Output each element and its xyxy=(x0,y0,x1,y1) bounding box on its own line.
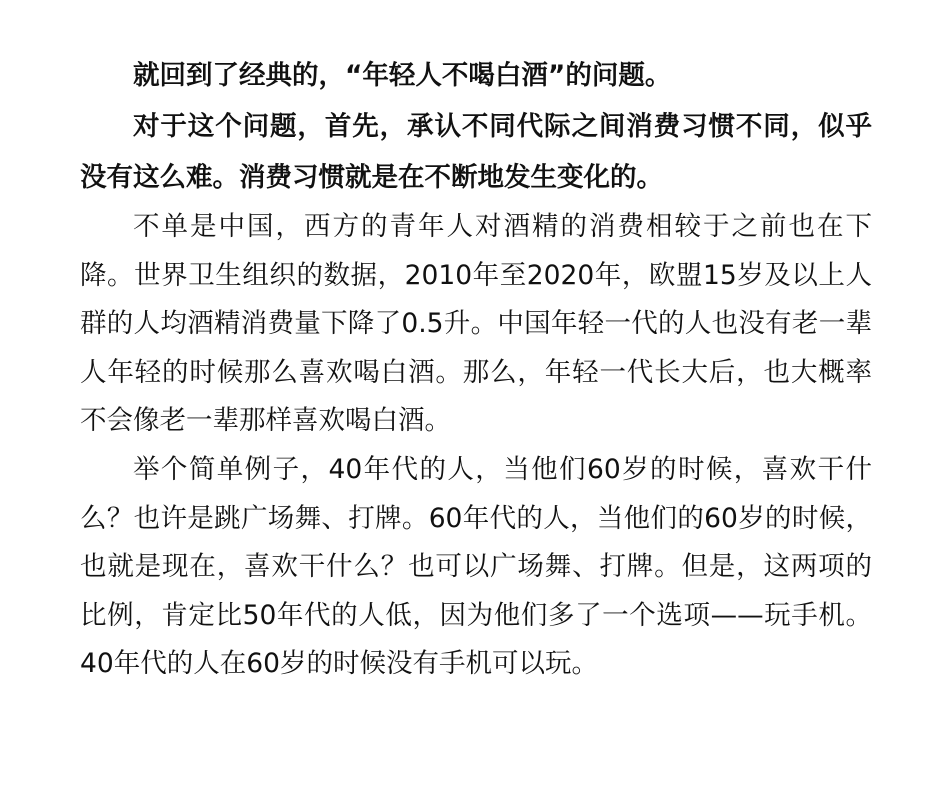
paragraph-4: 举个简单例子，40年代的人，当他们60岁的时候，喜欢干什么？也许是跳广场舞、打牌。60年代的人，当他们的60岁的时候，也就是现在，喜欢干什么？也可以广场舞、打牌。但是，这两项的比例，肯定比50年代的人低，因为他们多了一个选项——玩手机。40年代的人在60岁的时候没有手机可以玩。 xyxy=(80,453,872,680)
paragraph-2: 对于这个问题，首先，承认不同代际之间消费习惯不同，似乎没有这么难。消费习惯就是在不断地发生变化的。 xyxy=(80,111,872,193)
paragraph-3: 不单是中国，西方的青年人对酒精的消费相较于之前也在下降。世界卫生组织的数据，2010年至2020年，欧盟15岁及以上人群的人均酒精消费量下降了0.5升。中国年轻一代的人也没有老一辈人年轻的时候那么喜欢喝白酒。那么，年轻一代长大后，也大概率不会像老一辈那样喜欢喝白酒。 xyxy=(80,211,872,437)
paragraph-1: 就回到了经典的，“年轻人不喝白酒”的问题。 xyxy=(133,60,672,91)
article-body xyxy=(80,50,872,689)
